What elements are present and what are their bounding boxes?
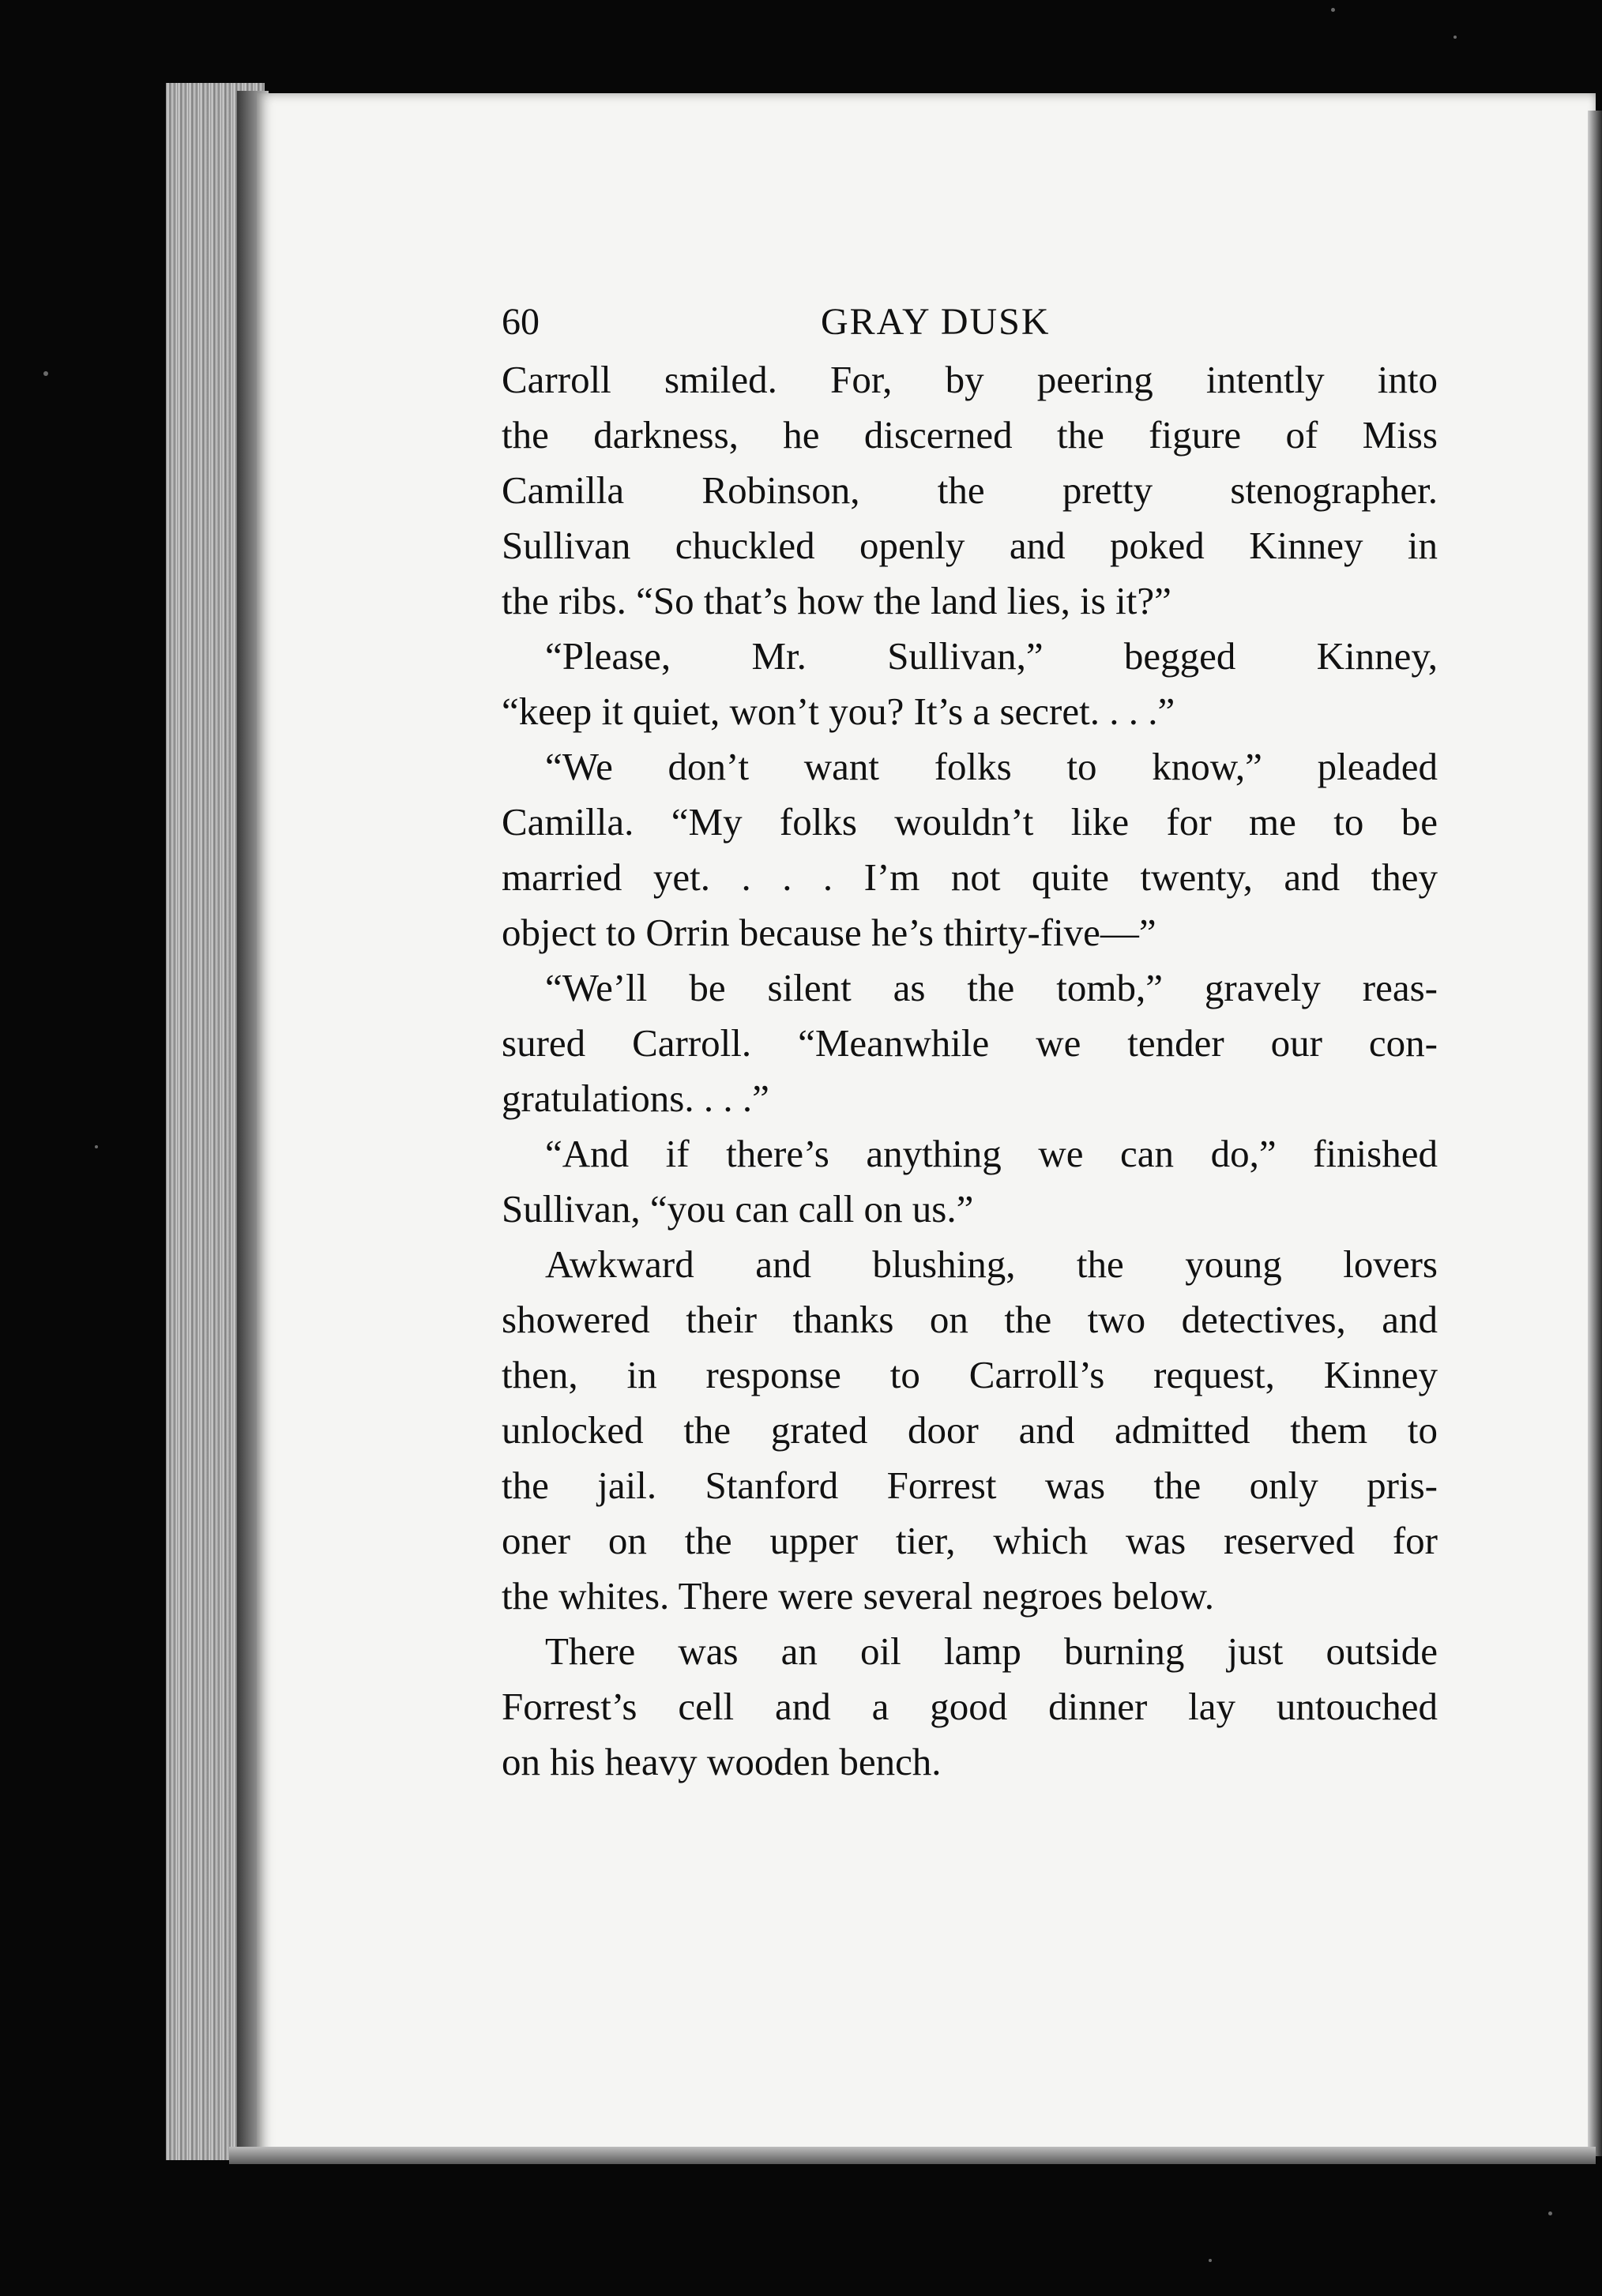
dust-speck xyxy=(1331,8,1335,12)
dust-speck xyxy=(1548,2211,1552,2215)
text-line: “Please, Mr. Sullivan,” begged Kinney, xyxy=(545,634,1438,678)
text-line: the jail. Stanford Forrest was the only pris- xyxy=(502,1464,1438,1507)
text-line: the whites. There were several negroes below. xyxy=(502,1574,1215,1618)
text-line: sured Carroll. “Meanwhile we tender our con- xyxy=(502,1021,1438,1065)
text-line: married yet. . . . I’m not quite twenty, and they xyxy=(502,855,1438,899)
text-line: There was an oil lamp burning just outside xyxy=(545,1629,1438,1673)
text-line: Sullivan chuckled openly and poked Kinney in xyxy=(502,524,1438,567)
running-head xyxy=(502,292,1438,352)
text-line: gratulations. . . .” xyxy=(502,1077,769,1120)
text-line: Camilla Robinson, the pretty stenographer. xyxy=(502,468,1438,512)
text-line: unlocked the grated door and admitted them to xyxy=(502,1408,1438,1452)
dust-speck xyxy=(1209,2259,1212,2262)
text-line: oner on the upper tier, which was reserved for xyxy=(502,1519,1438,1562)
text-line: the ribs. “So that’s how the land lies, is it?” xyxy=(502,579,1171,622)
text-line: showered their thanks on the two detectives, and xyxy=(502,1298,1438,1341)
dust-speck xyxy=(43,371,48,376)
page-content xyxy=(502,292,1438,1790)
text-line: “We don’t want folks to know,” pleaded xyxy=(545,745,1438,788)
text-line: Camilla. “My folks wouldn’t like for me to be xyxy=(502,800,1438,844)
text-line: “keep it quiet, won’t you? It’s a secret. . . .” xyxy=(502,690,1175,733)
page-number: 60 xyxy=(502,301,540,343)
body-text xyxy=(502,352,1438,1790)
text-line: “And if there’s anything we can do,” finished xyxy=(545,1132,1438,1175)
text-line: then, in response to Carroll’s request, Kinney xyxy=(502,1353,1438,1396)
right-page-edge xyxy=(1588,111,1602,2156)
text-line: on his heavy wooden bench. xyxy=(502,1740,942,1783)
text-line: the darkness, he discerned the figure of Miss xyxy=(502,413,1438,457)
text-line: Carroll smiled. For, by peering intently into xyxy=(502,358,1438,401)
text-line: “We’ll be silent as the tomb,” gravely reas- xyxy=(545,966,1438,1009)
dust-speck xyxy=(95,1145,98,1148)
book-title: GRAY DUSK xyxy=(821,301,1051,343)
text-line: Forrest’s cell and a good dinner lay untouched xyxy=(502,1685,1438,1728)
bottom-page-edge xyxy=(229,2147,1596,2164)
text-line: object to Orrin because he’s thirty-five—” xyxy=(502,911,1156,954)
dust-speck xyxy=(1453,36,1457,39)
text-line: Sullivan, “you can call on us.” xyxy=(502,1187,974,1231)
text-line: Awkward and blushing, the young lovers xyxy=(545,1242,1438,1286)
